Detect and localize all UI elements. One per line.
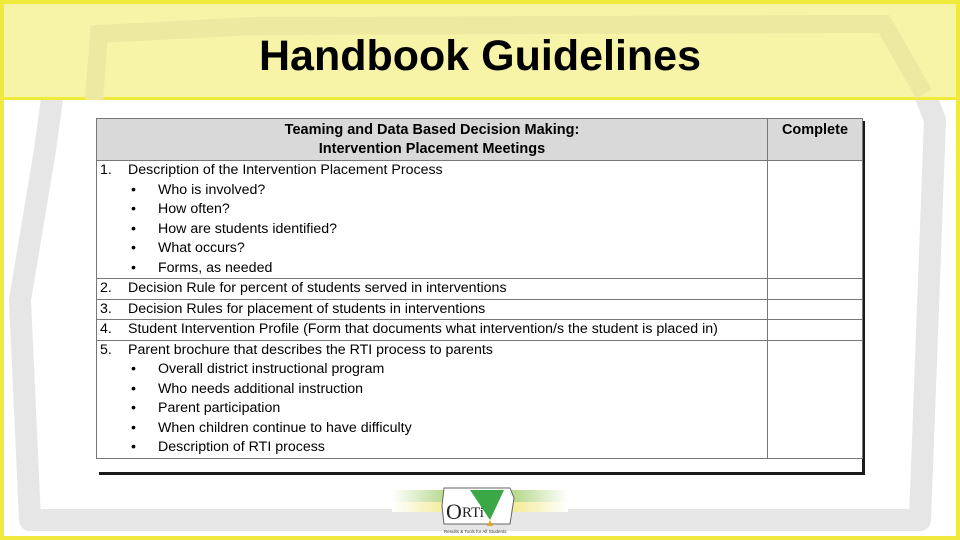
bullet-icon: • bbox=[131, 361, 136, 377]
complete-cell[interactable] bbox=[768, 340, 863, 458]
header-topic-line1: Teaming and Data Based Decision Making: bbox=[284, 122, 580, 138]
svg-text:O: O bbox=[446, 499, 462, 524]
bullet-icon: • bbox=[131, 181, 136, 198]
row-number: 4. bbox=[100, 321, 112, 337]
bullet-icon: • bbox=[131, 400, 136, 416]
header-topic-line2: Intervention Placement Meetings bbox=[318, 141, 546, 157]
title-bar bbox=[4, 4, 956, 100]
complete-cell[interactable] bbox=[768, 299, 863, 320]
svg-text:Results & Tools for All Studen: Results & Tools for All Students bbox=[444, 529, 507, 534]
list-item: • What occurs? bbox=[131, 239, 767, 259]
orti-logo-icon bbox=[392, 486, 568, 536]
bullet-icon: • bbox=[131, 259, 136, 276]
table-header-row bbox=[97, 119, 863, 161]
guidelines-table bbox=[96, 118, 863, 459]
row-text: Student Intervention Profile (Form that documents what intervention/s the student is placed in) bbox=[128, 321, 718, 337]
row-number: 1. bbox=[100, 162, 112, 178]
list-item: • Overall district instructional program bbox=[131, 360, 767, 380]
row-item-cell bbox=[97, 279, 768, 300]
list-item: • How are students identified? bbox=[131, 220, 767, 240]
list-item: • Who is involved? bbox=[131, 181, 767, 201]
table-row bbox=[97, 320, 863, 341]
row-item-cell bbox=[97, 340, 768, 458]
header-topic bbox=[97, 119, 768, 161]
complete-cell[interactable] bbox=[768, 320, 863, 341]
list-item: • How often? bbox=[131, 200, 767, 220]
table-row bbox=[97, 279, 863, 300]
row-number: 2. bbox=[100, 280, 112, 296]
complete-cell[interactable] bbox=[768, 279, 863, 300]
table-row bbox=[97, 299, 863, 320]
bullet-icon: • bbox=[131, 201, 136, 217]
row-number: 5. bbox=[100, 341, 112, 358]
svg-text:RTi: RTi bbox=[462, 505, 484, 521]
list-item: • Forms, as needed bbox=[131, 259, 767, 279]
bullet-icon: • bbox=[131, 419, 136, 436]
bullet-list bbox=[100, 181, 767, 279]
row-text: Description of the Intervention Placement Process bbox=[128, 162, 443, 178]
list-item: • Description of RTI process bbox=[131, 438, 767, 458]
list-item: • Parent participation bbox=[131, 399, 767, 419]
page-title: Handbook Guidelines bbox=[259, 32, 701, 80]
bullet-icon: • bbox=[131, 380, 136, 397]
list-item: • Who needs additional instruction bbox=[131, 380, 767, 400]
row-text: Decision Rules for placement of students in interventions bbox=[128, 300, 486, 317]
bullet-icon: • bbox=[131, 240, 136, 256]
complete-cell[interactable] bbox=[768, 161, 863, 279]
list-item: • When children continue to have difficulty bbox=[131, 419, 767, 439]
guidelines-table-container bbox=[96, 118, 862, 472]
bullet-icon: • bbox=[131, 439, 136, 455]
row-item-cell bbox=[97, 299, 768, 320]
bullet-list bbox=[100, 360, 767, 458]
table-row bbox=[97, 161, 863, 279]
row-text: Parent brochure that describes the RTI process to parents bbox=[128, 341, 493, 358]
bullet-icon: • bbox=[131, 220, 136, 237]
header-complete: Complete bbox=[768, 119, 863, 161]
table-row bbox=[97, 340, 863, 458]
row-item-cell bbox=[97, 320, 768, 341]
row-number: 3. bbox=[100, 300, 112, 317]
row-item-cell bbox=[97, 161, 768, 279]
row-text: Decision Rule for percent of students served in interventions bbox=[128, 280, 507, 296]
